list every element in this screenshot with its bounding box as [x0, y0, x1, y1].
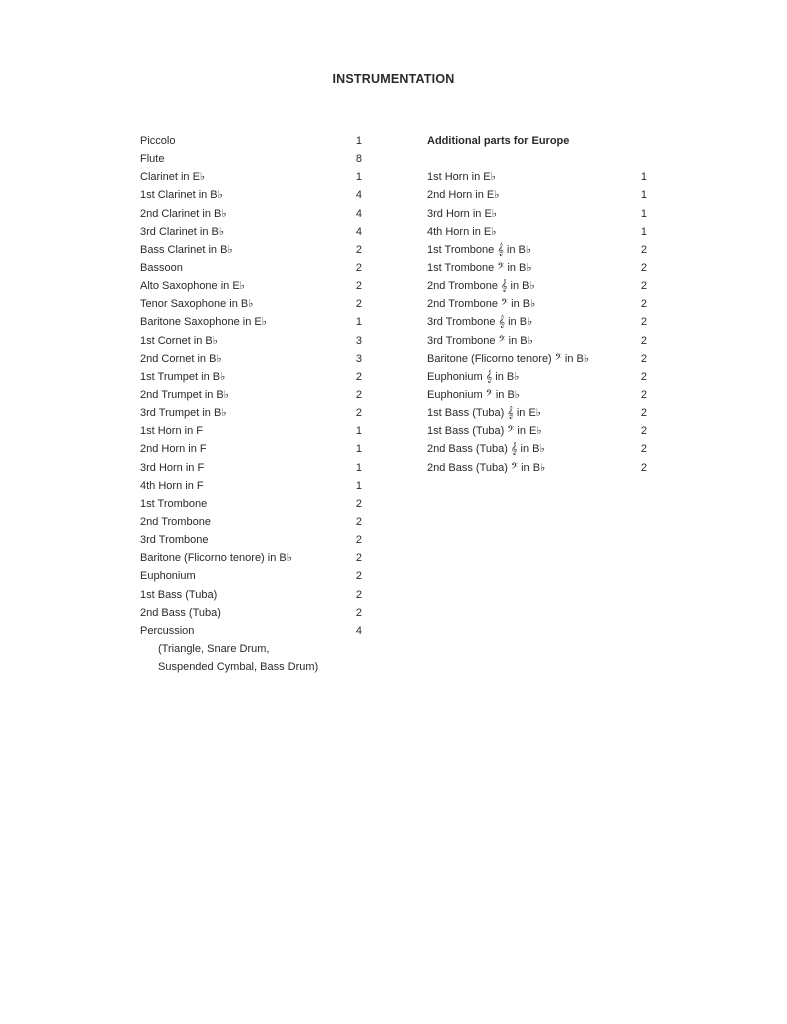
instrument-name: Baritone (Flicorno tenore) in B♭ [140, 552, 292, 565]
instrument-count: 2 [355, 298, 362, 311]
instrument-row [140, 422, 362, 440]
additional-part-name: Baritone (Flicorno tenore) 𝄢 in B♭ [427, 352, 590, 365]
instrument-name: 1st Trumpet in B♭ [140, 370, 226, 383]
additional-part-row [427, 404, 647, 422]
additional-part-row [427, 368, 647, 386]
instrument-row [140, 549, 362, 567]
instrument-row [140, 586, 362, 604]
instrument-count: 4 [355, 207, 362, 220]
instrument-count: 2 [355, 280, 362, 293]
instrument-row [140, 440, 362, 458]
instrument-row [140, 513, 362, 531]
additional-part-count: 2 [640, 461, 647, 474]
instrument-count: 4 [355, 189, 362, 202]
additional-part-count: 2 [640, 243, 647, 256]
additional-part-count: 1 [640, 225, 647, 238]
instrument-row [140, 350, 362, 368]
instrument-name: Clarinet in E♭ [140, 171, 206, 184]
additional-part-name: 1st Bass (Tuba) 𝄢 in E♭ [427, 425, 542, 438]
additional-part-count: 2 [640, 280, 647, 293]
instrument-name: Flute [140, 153, 165, 166]
instrument-count: 1 [355, 479, 362, 492]
additional-part-name: 3rd Trombone 𝄞 in B♭ [427, 316, 533, 329]
instrument-row [140, 404, 362, 422]
instrument-count: 3 [355, 334, 362, 347]
instrument-count: 4 [355, 225, 362, 238]
additional-part-row [427, 313, 647, 331]
additional-part-name: Euphonium 𝄞 in B♭ [427, 370, 520, 383]
additional-parts-heading: Additional parts for Europe [427, 135, 570, 147]
instrument-name: 3rd Trumpet in B♭ [140, 407, 227, 420]
instrument-list [140, 132, 362, 676]
additional-part-count: 2 [640, 316, 647, 329]
instrument-name: Alto Saxophone in E♭ [140, 280, 245, 293]
instrument-row [140, 459, 362, 477]
instrument-count: 2 [355, 534, 362, 547]
additional-part-count: 2 [640, 407, 647, 420]
instrument-count: 2 [355, 370, 362, 383]
page-title: INSTRUMENTATION [332, 72, 455, 86]
additional-part-name: 1st Horn in E♭ [427, 171, 496, 184]
additional-part-row [427, 422, 647, 440]
instrument-row [140, 205, 362, 223]
additional-part-row [427, 205, 647, 223]
additional-part-count: 1 [640, 171, 647, 184]
additional-part-row [427, 440, 647, 458]
additional-part-count: 2 [640, 261, 647, 274]
percussion-detail-line-1: (Triangle, Snare Drum, [158, 642, 270, 655]
instrument-row [140, 622, 362, 640]
instrument-name: 2nd Horn in F [140, 443, 207, 456]
additional-part-name: 2nd Horn in E♭ [427, 189, 500, 202]
instrument-name: 2nd Clarinet in B♭ [140, 207, 227, 220]
additional-part-name: Euphonium 𝄢 in B♭ [427, 388, 520, 401]
instrument-name: 3rd Horn in F [140, 461, 205, 474]
additional-part-name: 1st Trombone 𝄢 in B♭ [427, 261, 532, 274]
instrument-row [140, 495, 362, 513]
additional-part-count: 2 [640, 298, 647, 311]
instrument-name: Bassoon [140, 261, 183, 274]
additional-part-name: 2nd Trombone 𝄢 in B♭ [427, 298, 536, 311]
instrument-row [140, 295, 362, 313]
additional-part-count: 2 [640, 388, 647, 401]
instrument-name: Tenor Saxophone in B♭ [140, 298, 254, 311]
additional-part-count: 1 [640, 207, 647, 220]
instrument-row [140, 132, 362, 150]
instrument-count: 2 [355, 570, 362, 583]
additional-part-name: 2nd Bass (Tuba) 𝄞 in B♭ [427, 443, 545, 456]
instrument-name: 1st Horn in F [140, 425, 203, 438]
additional-part-count: 2 [640, 425, 647, 438]
instrument-name: Piccolo [140, 135, 176, 147]
instrument-row [140, 150, 362, 168]
instrument-name: Baritone Saxophone in E♭ [140, 316, 267, 329]
instrument-name: 4th Horn in F [140, 479, 204, 492]
instrument-name: 3rd Trombone [140, 534, 209, 547]
instrument-count: 2 [355, 497, 362, 510]
additional-part-count: 2 [640, 334, 647, 347]
additional-part-row [427, 223, 647, 241]
instrument-count: 2 [355, 588, 362, 601]
instrument-count: 2 [355, 407, 362, 420]
additional-part-row [427, 459, 647, 477]
instrument-count: 1 [355, 425, 362, 438]
instrument-count: 2 [355, 261, 362, 274]
additional-part-row [427, 277, 647, 295]
instrument-count: 1 [355, 316, 362, 329]
instrument-row [140, 168, 362, 186]
instrument-name: 1st Clarinet in B♭ [140, 189, 223, 202]
additional-part-count: 2 [640, 370, 647, 383]
additional-parts-list [427, 132, 647, 477]
instrument-name: 2nd Trumpet in B♭ [140, 388, 229, 401]
instrument-name: 1st Cornet in B♭ [140, 334, 218, 347]
instrument-count: 8 [355, 153, 362, 166]
instrument-row [140, 241, 362, 259]
additional-part-count: 1 [640, 189, 647, 202]
instrument-count: 2 [355, 515, 362, 528]
additional-part-name: 2nd Bass (Tuba) 𝄢 in B♭ [427, 461, 546, 474]
instrument-count: 4 [355, 624, 362, 637]
instrument-name: Bass Clarinet in B♭ [140, 243, 233, 256]
additional-part-row [427, 241, 647, 259]
instrument-name: 1st Trombone [140, 497, 208, 510]
instrument-count: 3 [355, 352, 362, 365]
instrument-name: Percussion [140, 624, 195, 637]
instrument-count: 1 [355, 443, 362, 456]
percussion-detail-line-2: Suspended Cymbal, Bass Drum) [158, 661, 319, 674]
instrument-name: 2nd Trombone [140, 515, 211, 528]
additional-part-row [427, 350, 647, 368]
additional-part-name: 3rd Trombone 𝄢 in B♭ [427, 334, 533, 347]
instrument-row [140, 313, 362, 331]
additional-part-row [427, 259, 647, 277]
instrument-name: 2nd Cornet in B♭ [140, 352, 222, 365]
instrument-name: 3rd Clarinet in B♭ [140, 225, 225, 238]
instrument-name: 1st Bass (Tuba) [140, 588, 218, 601]
instrument-count: 2 [355, 606, 362, 619]
instrument-row [140, 567, 362, 585]
instrument-row [140, 259, 362, 277]
additional-part-name: 1st Trombone 𝄞 in B♭ [427, 243, 532, 256]
additional-part-name: 1st Bass (Tuba) 𝄞 in E♭ [427, 407, 541, 420]
instrument-name: Euphonium [140, 570, 196, 583]
instrument-row [140, 277, 362, 295]
additional-part-name: 3rd Horn in E♭ [427, 207, 497, 220]
instrument-name: 2nd Bass (Tuba) [140, 606, 221, 619]
instrument-row [140, 531, 362, 549]
instrument-row [140, 332, 362, 350]
instrument-count: 1 [355, 135, 362, 147]
instrument-count: 1 [355, 171, 362, 184]
additional-part-count: 2 [640, 352, 647, 365]
additional-part-count: 2 [640, 443, 647, 456]
instrument-count: 2 [355, 388, 362, 401]
additional-part-name: 4th Horn in E♭ [427, 225, 497, 238]
instrument-row [140, 186, 362, 204]
additional-part-row [427, 295, 647, 313]
instrument-row [140, 223, 362, 241]
additional-part-row [427, 332, 647, 350]
additional-part-row [427, 386, 647, 404]
instrument-count: 1 [355, 461, 362, 474]
additional-part-row [427, 186, 647, 204]
instrument-row [140, 368, 362, 386]
instrument-row [140, 477, 362, 495]
instrument-row [140, 386, 362, 404]
instrument-row [140, 604, 362, 622]
additional-part-name: 2nd Trombone 𝄞 in B♭ [427, 280, 535, 293]
instrument-count: 2 [355, 243, 362, 256]
heading-spacer [427, 150, 647, 168]
instrument-count: 2 [355, 552, 362, 565]
additional-part-row [427, 168, 647, 186]
